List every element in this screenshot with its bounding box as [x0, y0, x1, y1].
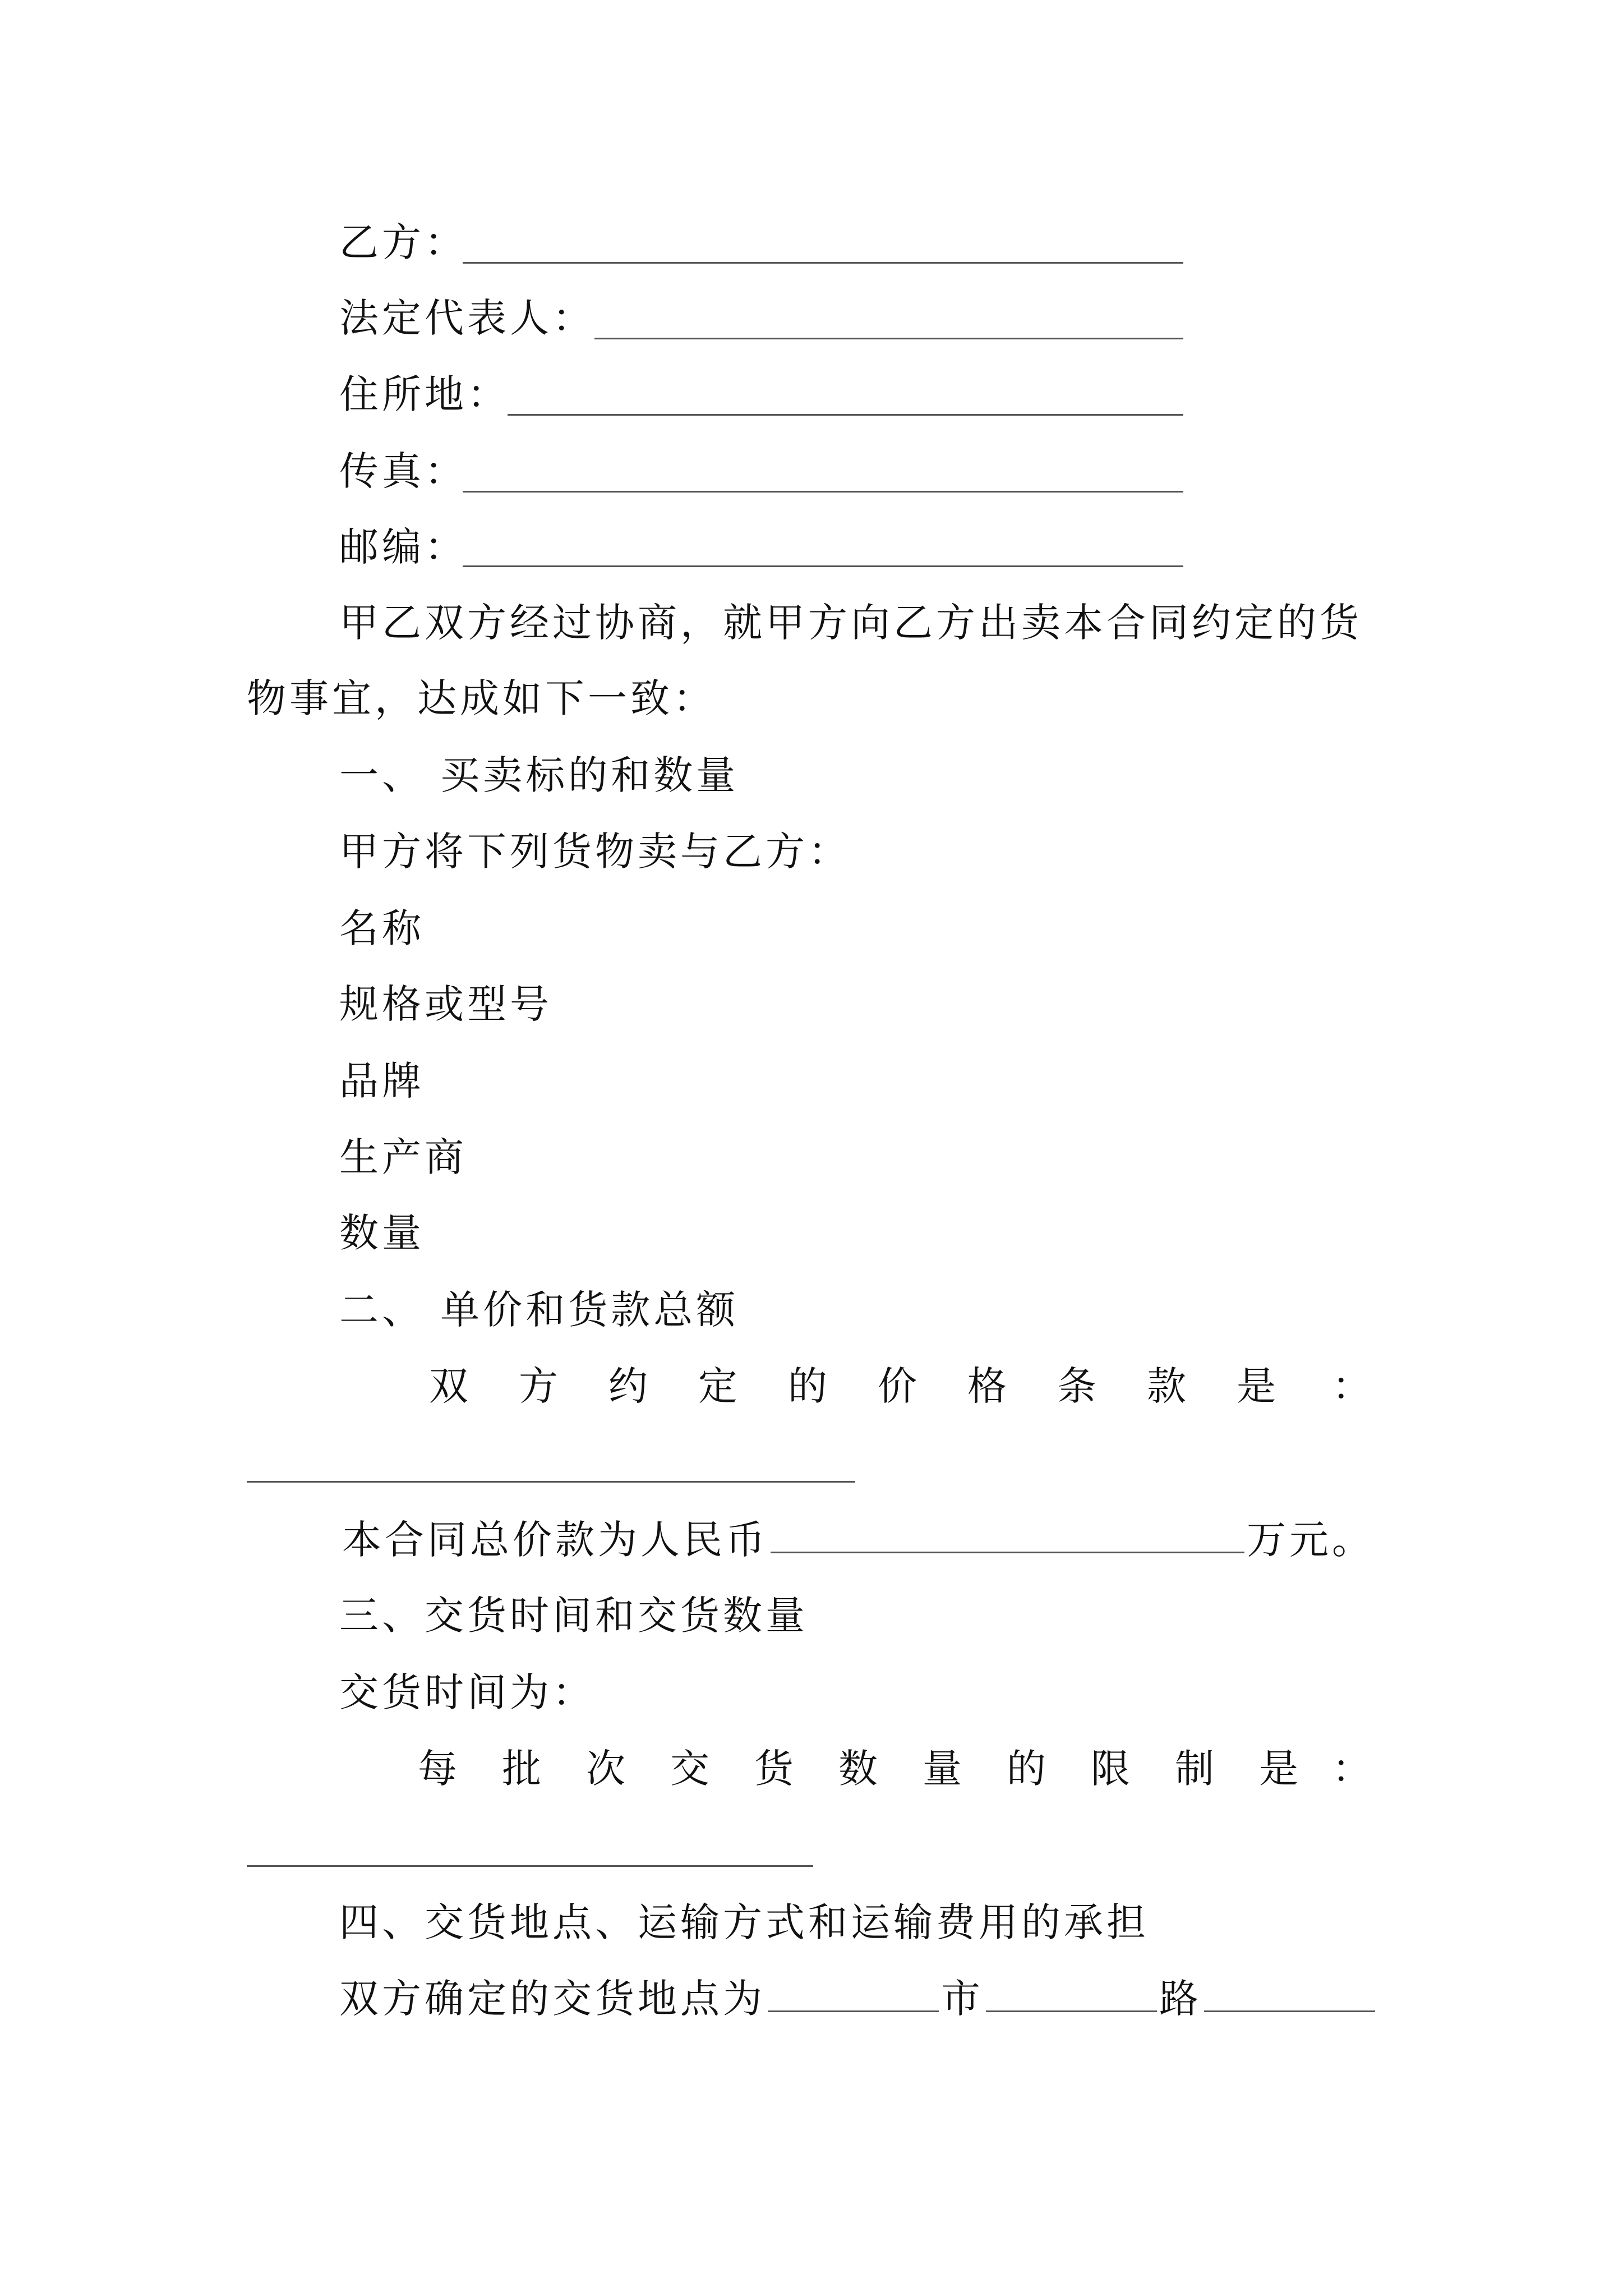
- batch-char: 交: [670, 1746, 709, 1792]
- item-spec: 规格或型号: [339, 981, 552, 1027]
- postcode-label: [339, 516, 467, 578]
- total-amount-blank[interactable]: [771, 1551, 1244, 1553]
- price-char: 款: [1147, 1363, 1186, 1409]
- price-char: 双: [429, 1363, 468, 1409]
- fax-label: [339, 440, 467, 502]
- place-blank-2[interactable]: [986, 2010, 1157, 2012]
- price-char: 条: [1057, 1363, 1096, 1409]
- address-blank[interactable]: [508, 414, 1183, 416]
- section4-heading: 四、交货地点、运输方式和运输费用的承担: [339, 1899, 1149, 1945]
- section3-heading: 三、交货时间和交货数量: [339, 1593, 808, 1639]
- price-terms-blank[interactable]: [247, 1481, 855, 1483]
- intro-line-2: 物事宜，达成如下一致：: [247, 675, 716, 721]
- batch-char: 货: [754, 1746, 794, 1792]
- price-char: 价: [878, 1363, 917, 1409]
- price-char: ：: [1332, 1363, 1371, 1409]
- price-char: 的: [788, 1363, 827, 1409]
- item-quantity: 数量: [339, 1210, 425, 1256]
- city-label: 市: [941, 1976, 984, 2022]
- delivery-time: 交货时间为：: [339, 1669, 595, 1715]
- batch-char: 制: [1175, 1746, 1214, 1792]
- item-manufacturer: 生产商: [339, 1134, 467, 1180]
- batch-char: ：: [1332, 1746, 1371, 1792]
- place-blank-3[interactable]: [1204, 2010, 1375, 2012]
- batch-char: 量: [923, 1746, 962, 1792]
- legal-rep-label: [339, 287, 595, 349]
- address-text: 住所地：: [339, 371, 510, 417]
- party-b-text: 乙方：: [339, 219, 467, 265]
- price-char: 约: [608, 1363, 648, 1409]
- postcode-text: 邮编：: [339, 524, 467, 570]
- delivery-place-line: [339, 1968, 1377, 2030]
- address-label: [339, 364, 510, 425]
- batch-limit-blank[interactable]: [247, 1865, 813, 1867]
- legal-rep-blank[interactable]: [594, 338, 1183, 339]
- party-b-blank[interactable]: [463, 262, 1183, 264]
- price-char: 是: [1237, 1363, 1276, 1409]
- batch-char: 每: [418, 1746, 457, 1792]
- fax-text: 传真：: [339, 448, 467, 494]
- total-suffix: 万元。: [1247, 1517, 1375, 1563]
- total-prefix: 本合同总价款为人民币: [342, 1517, 768, 1563]
- road-label: 路: [1159, 1976, 1202, 2022]
- batch-char: 是: [1259, 1746, 1298, 1792]
- total-price-line: [342, 1509, 1375, 1571]
- section1-lead: 甲方将下列货物卖与乙方：: [339, 829, 851, 875]
- batch-char: 数: [838, 1746, 878, 1792]
- batch-char: 限: [1091, 1746, 1130, 1792]
- postcode-blank[interactable]: [463, 565, 1183, 567]
- place-blank-1[interactable]: [768, 2010, 939, 2012]
- price-char: 格: [967, 1363, 1007, 1409]
- item-name: 名称: [339, 905, 425, 951]
- price-char: 定: [698, 1363, 737, 1409]
- price-char: 方: [519, 1363, 558, 1409]
- place-prefix: 双方确定的交货地点为: [339, 1976, 766, 2022]
- intro-line-1: 甲乙双方经过协商，就甲方向乙方出卖本合同约定的货: [339, 600, 1362, 646]
- item-brand: 品牌: [339, 1058, 425, 1104]
- batch-char: 批: [502, 1746, 541, 1792]
- party-b-label: [339, 211, 467, 273]
- section1-heading: 一、 买卖标的和数量: [339, 752, 739, 798]
- batch-char: 的: [1007, 1746, 1046, 1792]
- fax-blank[interactable]: [463, 491, 1183, 493]
- batch-char: 次: [586, 1746, 625, 1792]
- section2-heading: 二、 单价和货款总额: [339, 1287, 739, 1333]
- legal-rep-text: 法定代表人：: [339, 295, 595, 341]
